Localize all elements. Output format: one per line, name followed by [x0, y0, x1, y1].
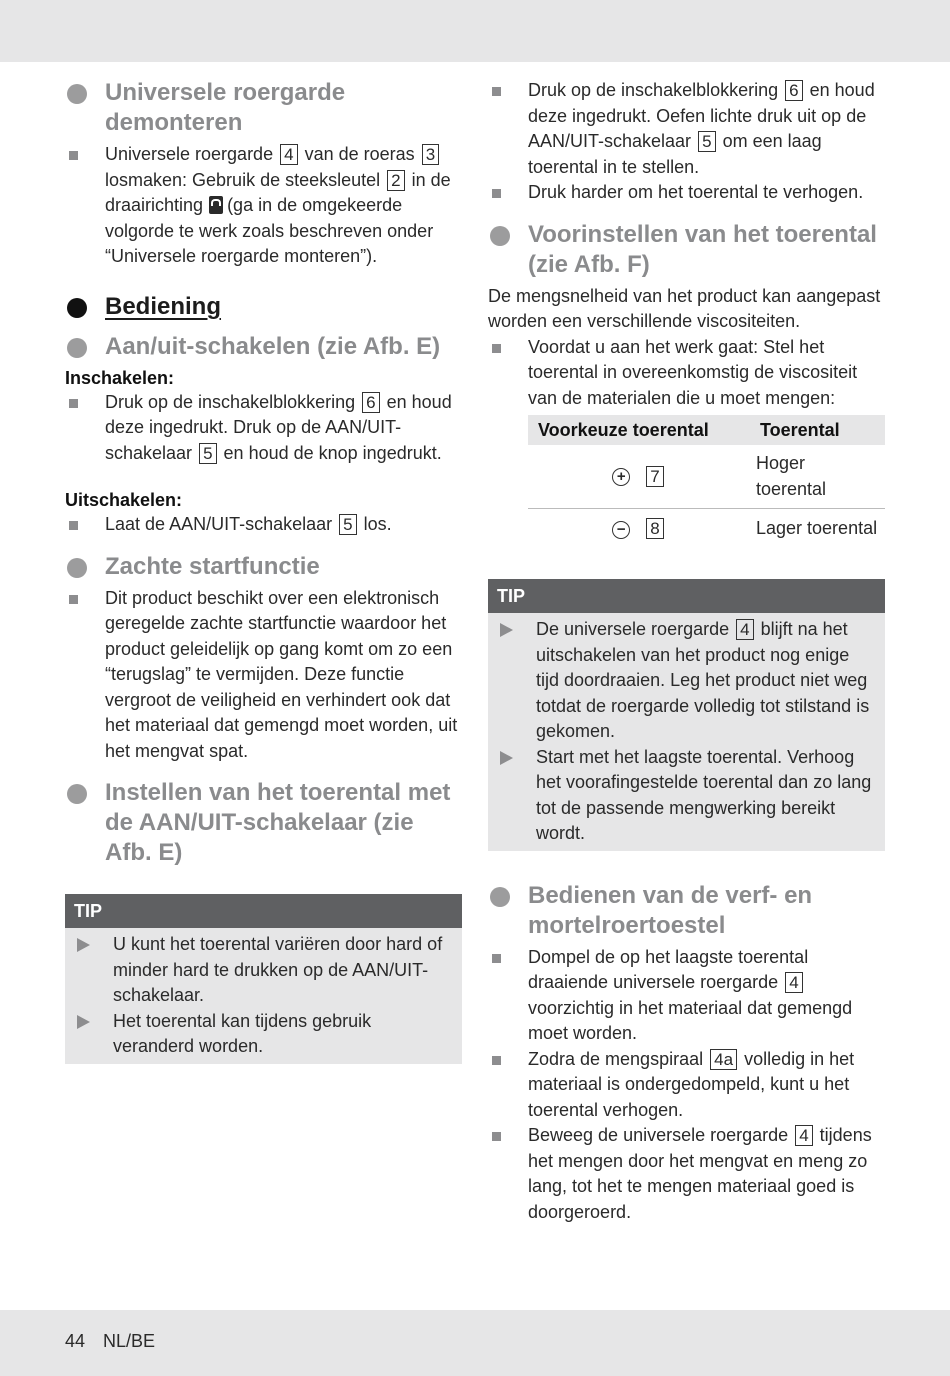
item-text: en houd de knop ingedrukt. — [223, 442, 442, 463]
heading-text: Bedienen van de verf- en mortelroertoestel — [528, 881, 813, 939]
list-item — [488, 945, 885, 1047]
arrow-bullet-icon — [77, 938, 90, 952]
part-number: 4a — [710, 1049, 737, 1070]
item-text: tijdens het mengen door het mengvat en meng zo lang, tot het te mengen materiaal goed is doorgeroerd. — [528, 1125, 872, 1222]
table-row — [528, 445, 885, 509]
part-number: 4 — [280, 144, 297, 165]
arrow-bullet-icon — [77, 1015, 90, 1029]
heading-text: Aan/uit-schakelen (zie Afb. E) — [105, 332, 441, 360]
item-text: blijft na het uitschakelen van het product nog enige tijd doordraaien. Leg het product niet weg totdat de roergarde volledig tot stilstand is gekomen. — [536, 619, 870, 741]
tip-box — [65, 894, 462, 1064]
part-number: 8 — [646, 518, 663, 539]
item-text: U kunt het toerental variëren door hard of minder hard te drukken op de AAN/UIT-schakelaar. — [113, 934, 443, 1005]
section-heading — [488, 220, 885, 280]
item-text: Het toerental kan tijdens gebruik veranderd worden. — [113, 1010, 372, 1056]
intro-text: De mengsnelheid van het product kan aangepast worden een verschillende viscositeiten. — [488, 285, 881, 331]
arrow-bullet-icon — [500, 751, 513, 765]
item-text: volledig in het materiaal is ondergedompeld, kunt u het toerental verhogen. — [528, 1048, 855, 1120]
minus-icon: − — [612, 521, 630, 539]
tip-item — [65, 932, 452, 1009]
square-bullet-icon — [492, 1132, 501, 1141]
list-item — [488, 180, 885, 206]
item-text: om een laag toerental in te stellen. — [528, 131, 822, 177]
part-number: 5 — [199, 443, 216, 464]
part-number: 4 — [785, 972, 802, 993]
square-bullet-icon — [492, 344, 501, 353]
left-column — [65, 78, 462, 1064]
list-item — [488, 78, 885, 180]
tip-item — [488, 617, 875, 745]
part-number: 3 — [422, 144, 439, 165]
heading-text: Zachte startfunctie — [105, 552, 320, 580]
bullet-list — [488, 945, 885, 1226]
list-item — [65, 390, 462, 467]
item-text: Beweeg de universele roergarde — [528, 1125, 789, 1145]
speed-table — [528, 415, 885, 549]
list-item — [488, 1123, 885, 1225]
table-header-row — [528, 415, 885, 445]
bullet-list — [65, 142, 462, 270]
bullet-dot-icon — [490, 887, 510, 907]
bullet-list — [65, 586, 462, 765]
plus-icon: + — [612, 468, 630, 486]
locale-label: NL/BE — [103, 1331, 156, 1351]
tip-item — [65, 1009, 452, 1060]
bullet-dot-icon — [67, 784, 87, 804]
item-text: voorzichtig in het materiaal dat gemengd moet worden. — [528, 997, 853, 1043]
item-text: Laat de AAN/UIT-schakelaar — [105, 514, 333, 534]
bullet-list — [65, 390, 462, 467]
tip-item — [488, 745, 875, 847]
list-item — [488, 1047, 885, 1124]
table-cell: Hoger toerental — [750, 445, 885, 509]
table-cell: Lager toerental — [756, 518, 878, 539]
subheading: Inschakelen: — [65, 367, 175, 388]
subheading: Uitschakelen: — [65, 490, 183, 510]
arrow-bullet-icon — [500, 623, 513, 637]
part-number: 7 — [646, 466, 663, 487]
item-text: Dit product beschikt over een elektronisch geregelde zachte startfunctie waardoor het product geleidelijk op gang komt om zo een “terugslag” te vermijden. Deze functie vergroot de veiligheid en verhindert ook dat het materiaal dat gemengd moet worden, uit het mengvat spat. — [105, 587, 458, 761]
section-heading — [65, 778, 462, 868]
item-text: Zodra de mengspiraal — [528, 1048, 704, 1069]
item-text: los. — [363, 514, 392, 534]
bullet-dot-icon — [490, 226, 510, 246]
item-text: Druk op de inschakelblokkering — [105, 391, 356, 412]
heading-text: Voorinstellen van het toerental (zie Afb. F) — [528, 220, 877, 278]
part-number: 6 — [362, 392, 379, 413]
item-text: Start met het laagste toerental. Verhoog het voorafingestelde toerental dan zo lang tot de passende mengwerking bereikt wordt. — [536, 746, 872, 843]
item-text: Universele roergarde — [105, 144, 274, 164]
bullet-list — [65, 512, 462, 538]
item-text: en houd deze ingedrukt. Oefen lichte druk uit op de AAN/UIT-schakelaar — [528, 80, 875, 151]
right-column — [488, 78, 885, 1225]
item-text: losmaken: Gebruik de steeksleutel — [105, 169, 381, 190]
part-number: 2 — [387, 170, 404, 191]
square-bullet-icon — [69, 151, 78, 160]
part-number: 5 — [698, 131, 715, 152]
square-bullet-icon — [69, 399, 78, 408]
square-bullet-icon — [492, 87, 501, 96]
column-header: Toerental — [750, 415, 885, 445]
table-cell — [528, 445, 750, 509]
square-bullet-icon — [492, 189, 501, 198]
bullet-list — [488, 335, 885, 412]
bullet-list — [488, 78, 885, 206]
list-item — [65, 586, 462, 765]
tip-header: TIP — [488, 579, 885, 613]
bullet-dot-icon — [67, 298, 87, 318]
part-number: 4 — [795, 1125, 812, 1146]
square-bullet-icon — [69, 595, 78, 604]
header-band — [0, 0, 950, 62]
table-row — [528, 509, 885, 550]
part-number: 5 — [339, 514, 356, 535]
tip-box — [488, 579, 885, 851]
item-text: Voordat u aan het werk gaat: Stel het toerental in overeenkomstig de viscositeit van de materialen die u moet mengen: — [528, 336, 858, 408]
column-header: Voorkeuze toerental — [528, 415, 750, 445]
item-text: en houd deze ingedrukt. Druk op de AAN/UIT-schakelaar — [105, 391, 452, 463]
bullet-dot-icon — [67, 558, 87, 578]
section-heading — [65, 332, 462, 362]
heading-text: Instellen van het toerental met de AAN/UIT-schakelaar (zie Afb. E) — [105, 779, 451, 866]
table-cell — [528, 509, 750, 550]
page-number: 44 — [65, 1331, 86, 1351]
part-number: 6 — [785, 80, 802, 101]
square-bullet-icon — [69, 521, 78, 530]
section-heading — [65, 78, 462, 138]
square-bullet-icon — [492, 1056, 501, 1065]
item-text: De universele roergarde — [536, 619, 730, 639]
item-text: Druk harder om het toerental te verhogen. — [528, 182, 864, 202]
tip-list — [488, 613, 885, 851]
item-text: in de draairichting — [105, 169, 451, 215]
item-text: van de roeras — [304, 144, 415, 164]
item-text: Druk op de inschakelblokkering — [528, 80, 779, 100]
item-text: (ga in de omgekeerde volgorde te werk zoals beschreven onder “Universele roergarde monteren”). — [105, 195, 434, 266]
item-text: Dompel de op het laagste toerental draaiende universele roergarde — [528, 946, 809, 992]
page-footer — [65, 1331, 173, 1352]
part-number: 4 — [736, 619, 753, 640]
section-heading — [65, 552, 462, 582]
list-item — [488, 335, 885, 412]
heading-text: Universele roergarde demonteren — [105, 79, 346, 136]
heading-text: Bediening — [105, 292, 222, 320]
list-item — [65, 142, 462, 270]
section-heading — [488, 881, 885, 941]
bullet-dot-icon — [67, 338, 87, 358]
tip-list — [65, 928, 462, 1064]
bullet-dot-icon — [67, 84, 87, 104]
lock-icon — [209, 196, 223, 214]
square-bullet-icon — [492, 954, 501, 963]
list-item — [65, 512, 462, 538]
tip-header: TIP — [65, 894, 462, 928]
main-heading — [65, 292, 462, 322]
